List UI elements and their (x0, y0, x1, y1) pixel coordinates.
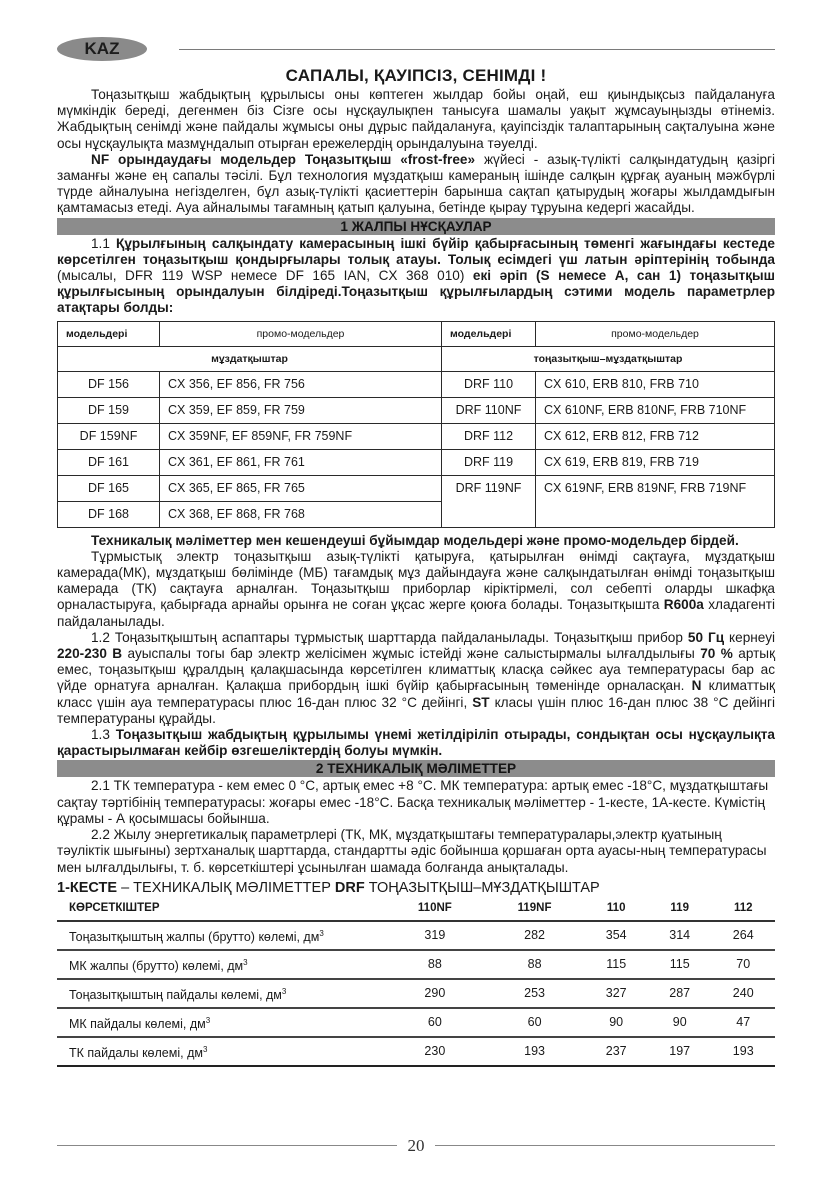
section-1-heading: 1 ЖАЛПЫ НҰСҚАУЛАР (57, 218, 775, 235)
table-1-caption: 1-КЕСТЕ – ТЕХНИКАЛЫҚ МӘЛІМЕТТЕР DRF ТОҢАЗЫТҚЫШ–МҰЗДАТҚЫШТАР (57, 879, 600, 896)
paragraph-1-3: 1.3 Тоңазытқыш жабдықтың құрылымы үнемі жетілдіріліп отырады, сондықтан осы нұсқаулықта қарастырылмаған кейбір өзгешеліктердің болуы мүмкін. (57, 727, 775, 759)
language-badge: KAZ (57, 37, 147, 61)
table-row: DF 156 CX 356, EF 856, FR 756 DRF 110 CX 610, ERB 810, FRB 710 (58, 371, 775, 397)
technical-data-table (57, 896, 775, 1067)
nf-models-lead: NF орындаудағы модельдер Тоңазытқыш «frost-free» (91, 151, 476, 167)
page-footer (57, 1136, 775, 1156)
document-body (57, 87, 775, 1067)
paragraph-2-2: 2.2 Жылу энергетикалық параметрлері (ТК, МК, мұздатқыштағы температуралары,электр қуатының тәуліктік шығыны) зертханалық шарттарда, стандартты әдіс бойынша қоршаған орта ауасы-ның температурасы мен ылғалдылығы, т. б. көрсеткіштері ұсынылған шамада болғанда анықталады. (57, 827, 767, 875)
tech-note: Техникалық мәліметтер мен кешендеуші бұйымдар модельдері және промо-модельдер бірдей. (91, 532, 739, 548)
paragraph-1-2: 1.2 Тоңазытқыштың аспаптары тұрмыстық шарттарда пайдаланылады. Тоңазытқыш прибор 50 Гц кернеуі 220-230 В ауыспалы тогы бар электр желісімен жұмыс істейді және салыстырмалы ылғалдылығы 70 % артық емес, тоңазытқыш құралдың қалақшасында көрсетілген климаттық класқа сәйкес ауа температурасы бар ас үйде орнатуға арналған. Қалақша прибордың ішкі бүйір қабырғасының төменінде орналасқан. N климаттық класс үшін ауа температурасы плюс 16-дан плюс 32 °С дейінгі, ST класы үшін плюс 16-дан плюс 38 °С дейінгі температураны құрайды. (57, 629, 776, 726)
intro-paragraph-2: NF орындаудағы модельдер Тоңазытқыш «frost-free» жүйесі - азық-түлікті салқындатудың қазіргі заманғы және ең сапалы тәсілі. Бұл технология мұздатқыш камераның ішінде салқын құрғақ ауаның мәжбүрлі түрде айналуына негізделген, бұл азық-түлікті қасиеттерін барынша сақтап қатырудың жоғары жылдамдығын қамтамасыз етеді. Ауа айналымы тағамның қатып қалуына, бетінде қырау тұруына кедергі жасайды. (57, 151, 776, 216)
paragraph-2-1: 2.1 ТК температура - кем емес 0 °С, артық емес +8 °С. МК температура: артық емес -18°С, мұздатқыштағы сақтау тәртібінің температурасы: жоғары емес -18°С. Басқа техникалық мәліметтер - 1-кесте, 1А-кесте. Күмістің құрамы - А қосымшасы бойынша. (57, 778, 769, 826)
section-2-heading: 2 ТЕХНИКАЛЫҚ МӘЛІМЕТТЕР (57, 760, 775, 777)
page-number: 20 (407, 1136, 425, 1155)
models-table-groups: мұздатқыштар тоңазытқыш–мұздатқыштар (58, 346, 775, 371)
table-row: DF 168 CX 368, EF 868, FR 768 (58, 501, 775, 527)
table-row: DF 159 CX 359, EF 859, FR 759 DRF 110NF CX 610NF, ERB 810NF, FRB 710NF (58, 397, 775, 423)
paragraph-1-1: 1.1 Құрылғының салқындату камерасының ішкі бүйір қабырғасының төменгі жағындағы кестеде көрсетілген тоңазытқыш қондырғылары толық атауы. Толық есімдегі үш латын әріптерінің тобында (мысалы, DFR 119 WSP немесе DF 165 IAN, CX 368 010) екі әріп (S немесе A, сан 1) тоңазытқыш құрылғысының орындалуын білдіреді.Тоңазытқыш құрылғылардың сэтими модель параметрлер атақтары болды: (57, 235, 775, 316)
models-table (57, 321, 775, 528)
table-row: Тоңазытқыштың пайдалы көлемі, $дм^3$ 290 253 327 287 240 (57, 979, 775, 1008)
table-row: ТК пайдалы көлемі, $дм^3$ 230 193 237 197 193 (57, 1037, 775, 1066)
footer-rule-right (435, 1145, 775, 1146)
usage-paragraph: Тұрмыстық электр тоңазытқыш азық-түлікті қатыруға, қатырылған өнімді сақтауға, мұздатқыш камерада(МК), мұздатқыш бөлімінде (МБ) тағамдық мұз дайындауға және салқындатылған өнімді тоңазытқыш камерада (ТК) сақтауға арналған. Тоңазытқыш приборлар кіріктірмелі, сол себепті оларды шкафқа орналастыруға, қабырғада арнайы орынға не соған ұқсас жерге қоюға болады. Тоңазытқышта R600a хладагенті пайдаланылады. (57, 548, 776, 629)
page-header (57, 37, 775, 63)
table-row: Тоңазытқыштың жалпы (брутто) көлемі, $дм^3$ 319 282 354 314 264 (57, 921, 775, 950)
table-row: DF 161 CX 361, EF 861, FR 761 DRF 119 CX 619, ERB 819, FRB 719 (58, 449, 775, 475)
table-row: DF 159NF CX 359NF, EF 859NF, FR 759NF DRF 112 CX 612, ERB 812, FRB 712 (58, 423, 775, 449)
intro-paragraph-1: Тоңазытқыш жабдықтың құрылысы оны көптеген жылдар бойы оңай, еш қиындықсыз пайдалануға мүмкіндік береді, дегенмен біз Сізге осы нұсқаулықпен танысуға шамалы уақыт жұмсауыңызды өтінеміз. Жабдықтың сенімді және пайдалы жұмысы оны дұрыс пайдалануға, қауіпсіздік талаптарының сақталуына және осы нұсқаулықта мазмұндалып отырған ережелердің орындалуына тәуелді. (57, 87, 775, 151)
header-rule (179, 49, 775, 50)
tech-table-header: КӨРСЕТКІШТЕР 110NF 119NF 110 119 112 (57, 896, 775, 921)
page-title: САПАЛЫ, ҚАУІПСІЗ, СЕНІМДІ ! (285, 66, 547, 85)
table-row: МК пайдалы көлемі, $дм^3$ 60 60 90 90 47 (57, 1008, 775, 1037)
table-row: МК жалпы (брутто) көлемі, $дм^3$ 88 88 115 115 70 (57, 950, 775, 979)
table-row: DF 165 CX 365, EF 865, FR 765 DRF 119NF CX 619NF, ERB 819NF, FRB 719NF (58, 475, 775, 501)
models-table-header: модельдері промо-модельдер модельдері промо-модельдер (58, 321, 775, 346)
